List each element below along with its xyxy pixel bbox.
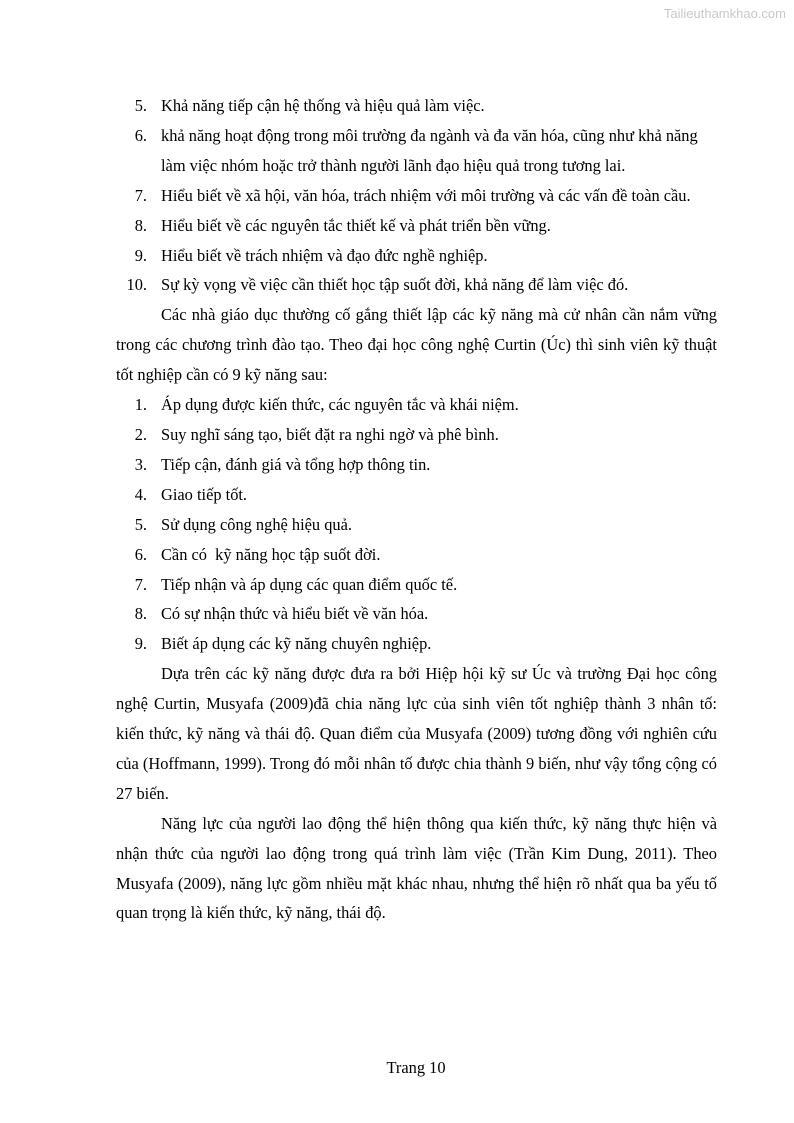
list-text: Áp dụng được kiến thức, các nguyên tắc và khái niệm. [161,395,519,415]
list-item [116,420,717,450]
list-item [116,570,717,600]
paragraph-competence: Năng lực của người lao động thể hiện thông qua kiến thức, kỹ năng thực hiện và nhận thức của người lao động trong quá trình làm việc (Trần Kim Dung, 2011). Theo Musyafa (2009), năng lực gồm nhiều mặt khác nhau, nhưng thể hiện rõ nhất qua ba yếu tố quan trọng là kiến thức, kỹ năng, thái độ. [116,813,717,923]
list-text: Sự kỳ vọng về việc cần thiết học tập suốt đời, khả năng để làm việc đó. [161,275,629,295]
list-number: 3. [134,454,147,474]
list-number: 8. [134,604,147,624]
list-text: Sử dụng công nghệ hiệu quả. [161,514,352,534]
list-text: Suy nghĩ sáng tạo, biết đặt ra nghi ngờ và phê bình. [161,424,499,444]
list-item [116,480,717,510]
list-item [116,181,717,211]
list-number: 7. [134,185,147,205]
list-text: khả năng hoạt động trong môi trường đa ngành và đa văn hóa, cũng như khả năng làm việc nhóm hoặc trở thành người lãnh đạo hiệu quả trong tương lai. [161,125,698,175]
list-number: 5. [134,514,147,534]
list-item [116,599,717,629]
list-text: Hiểu biết về trách nhiệm và đạo đức nghề nghiệp. [161,245,488,265]
list-text: Cần có kỹ năng học tập suốt đời. [161,544,381,564]
paragraph-musyafa: Dựa trên các kỹ năng được đưa ra bởi Hiệp hội kỹ sư Úc và trường Đại học công nghệ Curtin, Musyafa (2009)đã chia năng lực của sinh viên tốt nghiệp thành 3 nhân tố: kiến thức, kỹ năng và thái độ. Quan điểm của Musyafa (2009) tương đồng với nghiên cứu của (Hoffmann, 1999). Trong đó mỗi nhân tố được chia thành 9 biến, như vậy tổng cộng có 27 biến. [116,664,717,803]
list-item [116,450,717,480]
list-item [116,211,717,241]
list-number: 9. [134,245,147,265]
list-item [116,121,717,181]
list-text: Tiếp nhận và áp dụng các quan điểm quốc tế. [161,574,458,594]
list-item [116,241,717,271]
list-text: Hiểu biết về xã hội, văn hóa, trách nhiệm với môi trường và các vấn đề toàn cầu. [161,185,691,205]
list-number: 9. [134,634,147,654]
list-number: 4. [134,484,147,504]
page-number: Trang 10 [386,1058,446,1077]
list-text: Tiếp cận, đánh giá và tổng hợp thông tin. [161,454,431,474]
list-item [116,270,717,300]
outcomes-list [116,91,717,300]
paragraph-curtin-intro: Các nhà giáo dục thường cố gắng thiết lập các kỹ năng mà cử nhân cần nắm vững trong các chương trình đào tạo. Theo đại học công nghệ Curtin (Úc) thì sinh viên kỹ thuật tốt nghiệp cần có 9 kỹ năng sau: [116,305,717,385]
list-item [116,510,717,540]
list-number: 8. [134,215,147,235]
page-body [116,91,717,928]
list-text: Khả năng tiếp cận hệ thống và hiệu quả làm việc. [161,96,485,115]
skills-list [116,390,717,659]
list-number: 2. [134,424,147,444]
list-number: 7. [134,574,147,594]
list-item [116,540,717,570]
list-text: Hiểu biết về các nguyên tắc thiết kế và phát triển bền vững. [161,215,551,235]
list-item [116,629,717,659]
list-number: 6. [134,544,147,564]
list-item [116,91,717,121]
list-number: 5. [134,96,147,115]
list-text: Có sự nhận thức và hiểu biết về văn hóa. [161,604,429,624]
list-number: 6. [134,125,147,145]
list-text: Biết áp dụng các kỹ năng chuyên nghiệp. [161,634,432,654]
list-item [116,390,717,420]
watermark: Tailieuthamkhao.com [663,6,786,21]
list-number: 1. [134,395,147,415]
list-number: 10. [126,275,147,295]
list-text: Giao tiếp tốt. [161,484,248,504]
